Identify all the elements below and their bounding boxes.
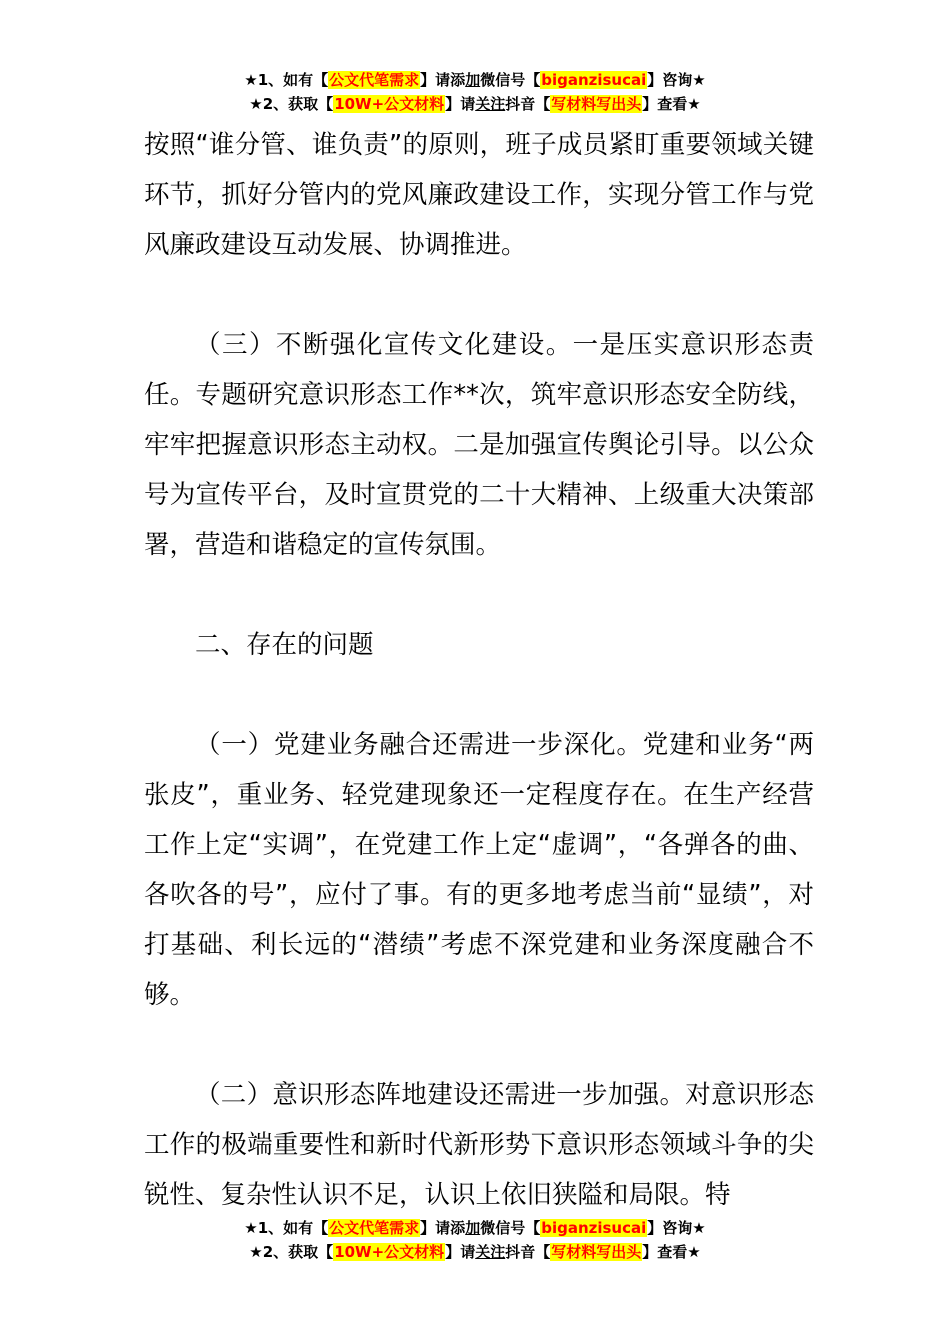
banner-text: 】请添: [420, 71, 466, 89]
paragraph-gap: [144, 670, 814, 720]
footer-banner: [0, 1216, 950, 1264]
paragraph-ideology-position: （二）意识形态阵地建设还需进一步加强。对意识形态工作的极端重要性和新时代新形势下意识形态领域斗争的尖锐性、复杂性认识不足，认识上依旧狭隘和局限。特: [144, 1080, 814, 1210]
banner-text: ★2、获取【: [249, 95, 334, 113]
banner-text: ★1、如有【: [244, 1219, 329, 1237]
banner-text: 微信号【: [480, 1219, 541, 1237]
banner-highlight: biganzisucai: [541, 1219, 647, 1237]
banner-text: 抖音【: [505, 95, 551, 113]
banner-text: 】咨询★: [647, 1219, 706, 1237]
banner-underlined-text: 关注: [475, 95, 506, 113]
banner-text: 】请: [445, 1243, 476, 1261]
banner-text: 】查看★: [642, 1243, 701, 1261]
banner-line-1: [0, 1216, 950, 1240]
banner-highlight: biganzisucai: [541, 71, 647, 89]
banner-line-2: [0, 92, 950, 116]
paragraph-responsibility: 按照“谁分管、谁负责”的原则，班子成员紧盯重要领域关键环节，抓好分管内的党风廉政建设工作，实现分管工作与党风廉政建设互动发展、协调推进。: [144, 130, 814, 260]
banner-highlight: 写材料写出头: [551, 1243, 642, 1261]
banner-text: ★1、如有【: [244, 71, 329, 89]
paragraph-gap: [144, 1020, 814, 1070]
document-body: [144, 120, 814, 1220]
banner-highlight: 公文代笔需求: [329, 1219, 420, 1237]
banner-underlined-text: 加: [465, 1219, 481, 1237]
paragraph-party-business-integration: （一）党建业务融合还需进一步深化。党建和业务“两张皮”，重业务、轻党建现象还一定程度存在。在生产经营工作上定“实调”，在党建工作上定“虚调”，“各弹各的曲、各吹各的号”，应付了事。有的更多地考虑当前“显绩”，对打基础、利长远的“潜绩”考虑不深党建和业务深度融合不够。: [144, 730, 814, 1010]
banner-line-2: [0, 1240, 950, 1264]
banner-underlined-text: 关注: [475, 1243, 506, 1261]
paragraph-propaganda-culture: （三）不断强化宣传文化建设。一是压实意识形态责任。专题研究意识形态工作**次，筑牢意识形态安全防线，牢牢把握意识形态主动权。二是加强宣传舆论引导。以公众号为宣传平台，及时宣贯党的二十大精神、上级重大决策部署，营造和谐稳定的宣传氛围。: [144, 330, 814, 560]
banner-line-1: [0, 68, 950, 92]
banner-highlight: 10W+公文材料: [334, 1243, 445, 1261]
banner-text: ★2、获取【: [249, 1243, 334, 1261]
banner-text: 微信号【: [480, 71, 541, 89]
banner-text: 】请添: [420, 1219, 466, 1237]
banner-highlight: 10W+公文材料: [334, 95, 445, 113]
paragraph-gap: [144, 570, 814, 620]
section-heading-problems: 二、存在的问题: [195, 630, 374, 660]
banner-underlined-text: 加: [465, 71, 481, 89]
paragraph-gap: [144, 270, 814, 320]
banner-highlight: 写材料写出头: [551, 95, 642, 113]
banner-text: 】请: [445, 95, 476, 113]
header-banner: [0, 68, 950, 116]
banner-highlight: 公文代笔需求: [329, 71, 420, 89]
banner-text: 】查看★: [642, 95, 701, 113]
banner-text: 抖音【: [505, 1243, 551, 1261]
banner-text: 】咨询★: [647, 71, 706, 89]
